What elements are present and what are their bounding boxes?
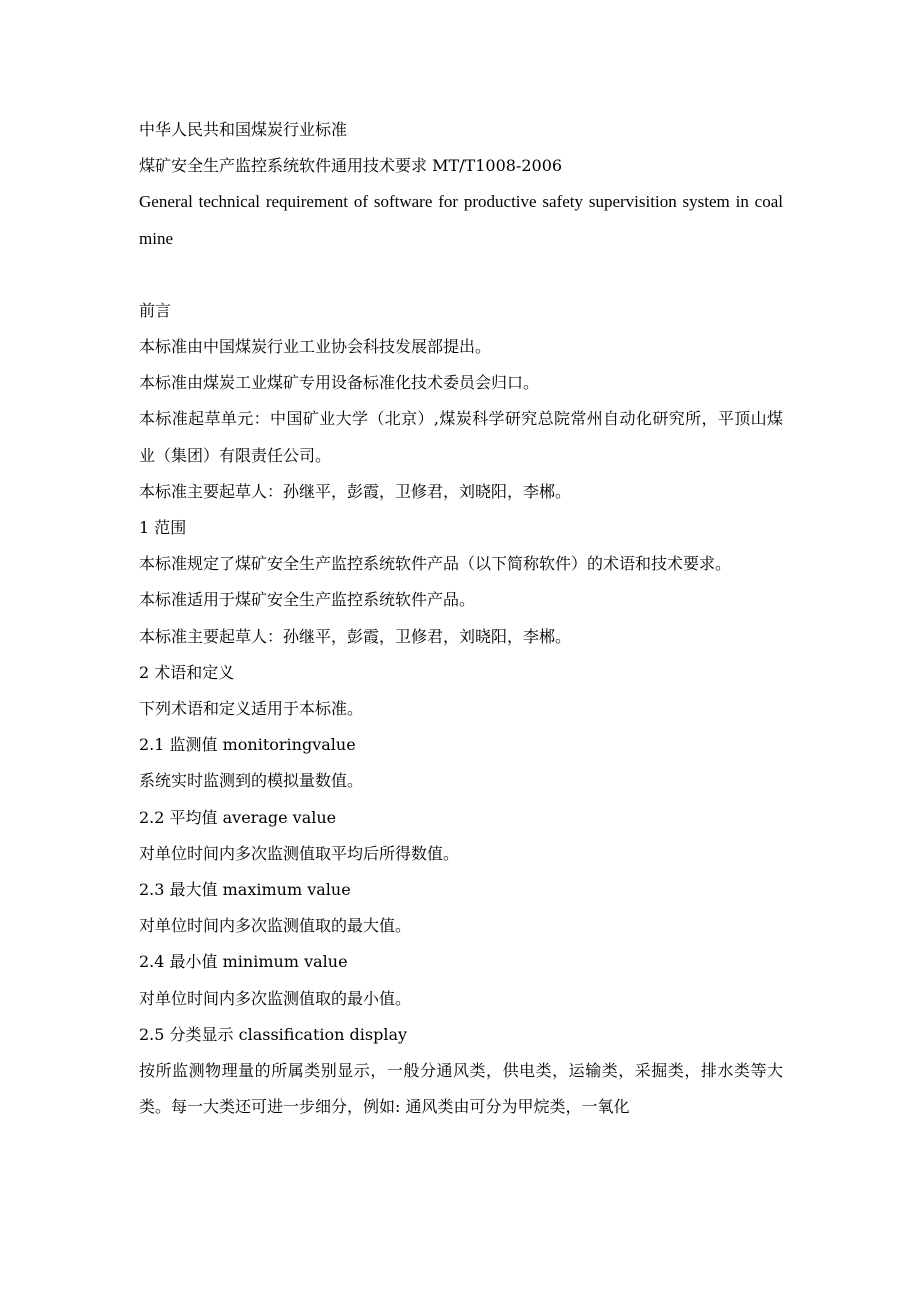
document-title-en: General technical requirement of software for productive safety supervisition system in coal mine <box>139 192 783 248</box>
blank-line <box>139 257 783 293</box>
term-definition: 按所监测物理量的所属类别显示，一般分通风类，供电类，运输类，采掘类，排水类等大类。每一大类还可进一步细分，例如: 通风类由可分为甲烷类，一氧化 <box>139 1061 783 1117</box>
section-paragraph: 本标准适用于煤矿安全生产监控系统软件产品。 <box>139 590 476 610</box>
standard-header: 中华人民共和国煤炭行业标准 <box>139 120 348 139</box>
section-paragraph: 本标准规定了煤矿安全生产监控系统软件产品（以下简称软件）的术语和技术要求。 <box>139 554 732 574</box>
section-paragraph: 下列术语和定义适用于本标准。 <box>139 699 364 719</box>
term-heading: 2.3 最大值 maximum value <box>139 880 351 900</box>
term-heading: 2.1 监测值 monitoringvalue <box>139 735 356 755</box>
term-definition: 对单位时间内多次监测值取的最小值。 <box>139 988 412 1008</box>
foreword-heading: 前言 <box>139 300 172 320</box>
term-heading: 2.5 分类显示 classification display <box>139 1024 408 1044</box>
section-paragraph: 本标准主要起草人：孙继平，彭霞，卫修君，刘晓阳，李郴。 <box>139 626 572 646</box>
foreword-paragraph: 本标准由中国煤炭行业工业协会科技发展部提出。 <box>139 337 492 357</box>
foreword-paragraph: 本标准主要起草人：孙继平，彭霞，卫修君，刘晓阳，李郴。 <box>139 481 572 501</box>
term-heading: 2.2 平均值 average value <box>139 807 337 827</box>
section-heading: 1 范围 <box>139 518 187 538</box>
term-heading: 2.4 最小值 minimum value <box>139 952 348 972</box>
term-definition: 对单位时间内多次监测值取的最大值。 <box>139 916 412 936</box>
document-title-cn: 煤矿安全生产监控系统软件通用技术要求 MT/T1008-2006 <box>139 156 563 176</box>
document-body <box>139 112 783 1125</box>
section-heading: 2 术语和定义 <box>139 662 235 682</box>
foreword-paragraph: 本标准由煤炭工业煤矿专用设备标准化技术委员会归口。 <box>139 373 540 393</box>
foreword-paragraph: 本标准起草单元：中国矿业大学（北京）,煤炭科学研究总院常州自动化研究所，平顶山煤业（集团）有限责任公司。 <box>139 409 783 465</box>
term-definition: 对单位时间内多次监测值取平均后所得数值。 <box>139 843 460 863</box>
term-definition: 系统实时监测到的模拟量数值。 <box>139 771 364 791</box>
